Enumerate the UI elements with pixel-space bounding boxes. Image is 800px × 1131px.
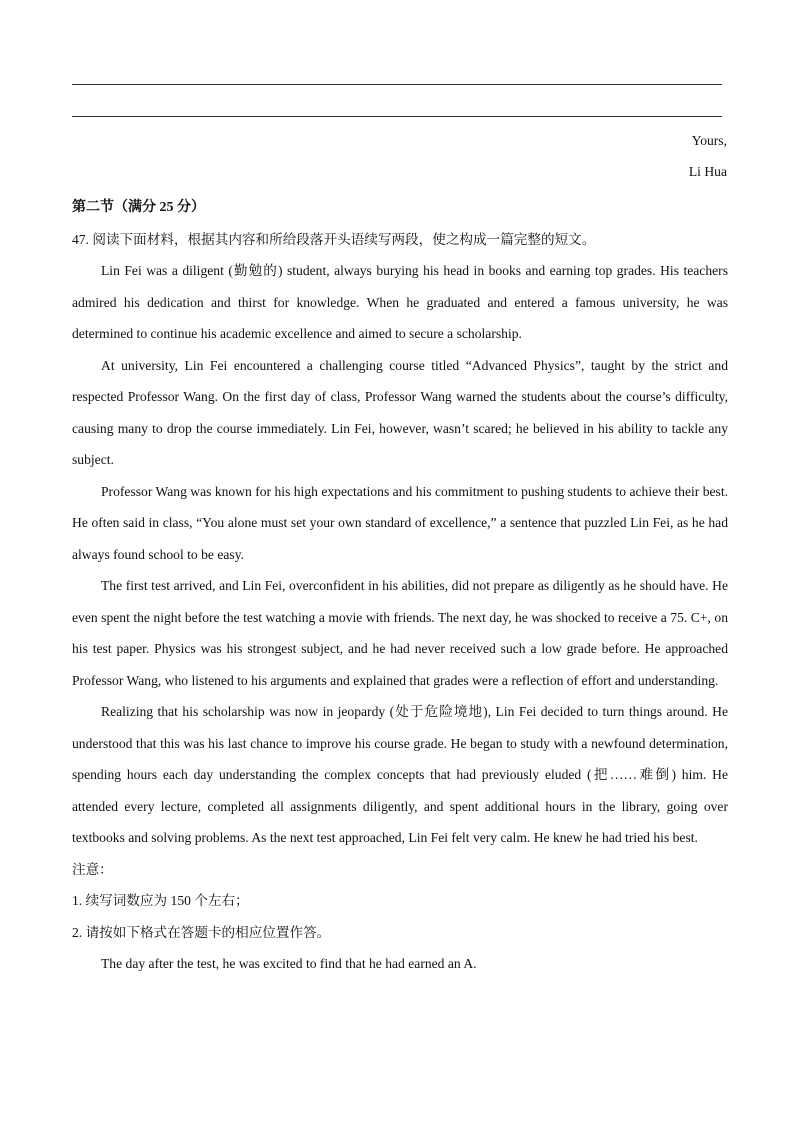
notes-title: 注意： [72, 861, 113, 877]
continuation-opening: The day after the test, he was excited to find that he had earned an A. [101, 956, 477, 971]
section-title: 第二节（满分 25 分） [72, 200, 205, 215]
note-item-2: 2. 请按如下格式在答题卡的相应位置作答。 [72, 924, 331, 940]
story-paragraph-5: Realizing that his scholarship was now in jeopardy (处于危险境地), Lin Fei decided to turn things around. He understood that this was his last chance to improve his course grade. He began to study with a newfound determination, spending hours each day understanding the complex concepts that had previously eluded (把……难倒) him. He attended every lecture, completed all assignments diligently, and spent additional hours in the library, going over textbooks and solving problems. As the next test approached, Lin Fei felt very calm. He knew he had tried his best. [72, 704, 728, 845]
note-item-1: 1. 续写词数应为 150 个左右； [72, 893, 249, 908]
story-paragraph-2: At university, Lin Fei encountered a challenging course titled “Advanced Physics”, taught by the strict and respected Professor Wang. On the first day of class, Professor Wang warned the students about the course’s difficulty, causing many to drop the course immediately. Lin Fei, however, wasn’t scared; he believed in his ability to tackle any subject. [72, 357, 728, 467]
closing-yours: Yours, [691, 133, 727, 148]
closing-name: Li Hua [688, 164, 727, 179]
reading-section [72, 192, 728, 980]
story-paragraph-3: Professor Wang was known for his high expectations and his commitment to pushing students to achieve their best. He often said in class, “You alone must set your own standard of excellence,” a sentence that puzzled Lin Fei, as he had always found school to be easy. [72, 483, 728, 562]
answer-line-1 [72, 84, 722, 85]
question-instruction: 47. 阅读下面材料，根据其内容和所给段落开头语续写两段，使之构成一篇完整的短文。 [72, 231, 596, 247]
answer-line-2 [72, 116, 722, 117]
story-paragraph-1: Lin Fei was a diligent (勤勉的) student, always burying his head in books and earning top grades. His teachers admired his dedication and thirst for knowledge. When he graduated and entered a famous university, he was determined to continue his academic excellence and aimed to secure a scholarship. [72, 263, 728, 341]
story-paragraph-4: The first test arrived, and Lin Fei, overconfident in his abilities, did not prepare as diligently as he should have. He even spent the night before the test watching a movie with friends. The next day, he was shocked to receive a 75. C+, on his test paper. Physics was his strongest subject, and he had never received such a low grade before. He approached Professor Wang, who listened to his arguments and explained that grades were a reflection of effort and understanding. [72, 578, 728, 688]
